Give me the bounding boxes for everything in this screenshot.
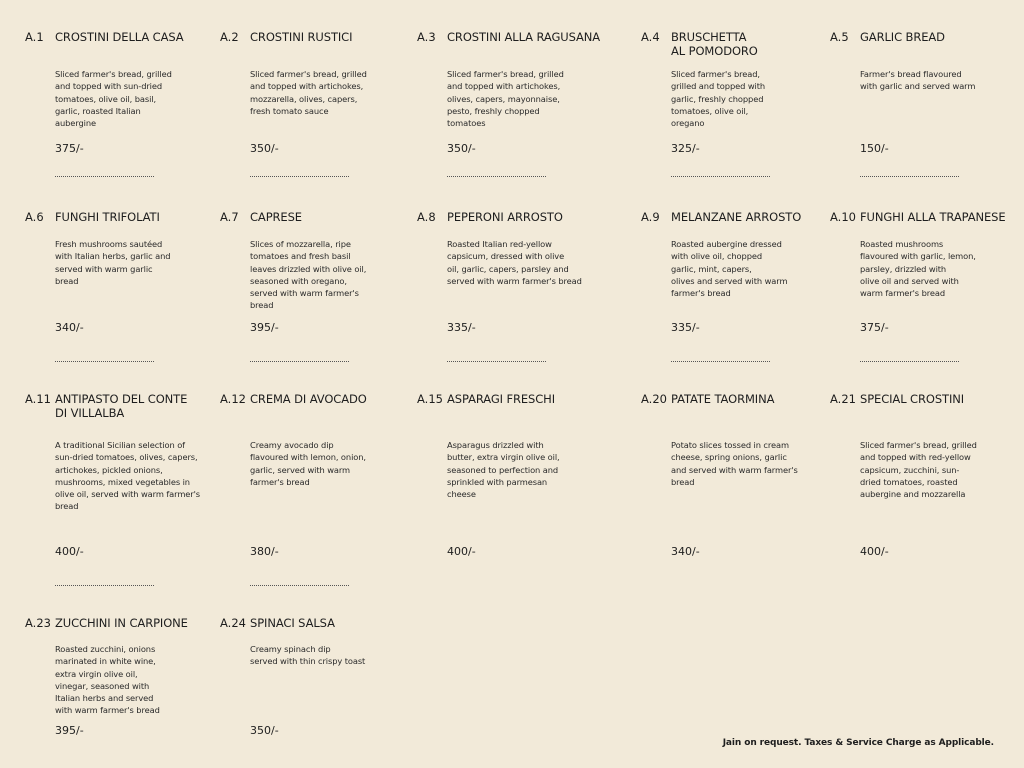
item-description: Farmer's bread flavoured with garlic and served warm [860, 69, 976, 92]
item-code: A.8 [417, 210, 436, 224]
item-price: 400/- [55, 545, 84, 558]
item-price: 340/- [671, 545, 700, 558]
item-name: CROSTINI ALLA RAGUSANA [447, 30, 601, 44]
menu-item-a23 [25, 616, 205, 746]
menu-item-a11 [25, 392, 205, 592]
menu-item-a2 [220, 30, 410, 190]
item-name: BRUSCHETTA AL POMODORO [671, 30, 758, 58]
item-code: A.12 [220, 392, 246, 406]
menu-item-a9 [641, 210, 821, 370]
dotted-separator [55, 361, 154, 362]
menu-item-a12 [220, 392, 410, 592]
item-name: ANTIPASTO DEL CONTE DI VILLALBA [55, 392, 188, 420]
dotted-separator [447, 176, 546, 177]
item-description: Slices of mozzarella, ripe tomatoes and fresh basil leaves drizzled with olive oil, seasoned with oregano, served with warm farmer's bread [250, 239, 367, 311]
dotted-separator [860, 361, 959, 362]
item-code: A.7 [220, 210, 239, 224]
item-description: Roasted zucchini, onions marinated in white wine, extra virgin olive oil, vinegar, seasoned with Italian herbs and served with warm farmer's bread [55, 644, 160, 716]
dotted-separator [860, 176, 959, 177]
item-price: 395/- [55, 724, 84, 737]
item-description: Sliced farmer's bread, grilled and topped with red-yellow capsicum, zucchini, sun- dried tomatoes, roasted aubergine and mozzarella [860, 440, 977, 500]
item-description: Sliced farmer's bread, grilled and topped with garlic, freshly chopped tomatoes, olive oil, oregano [671, 69, 766, 129]
menu-item-a10 [830, 210, 1015, 370]
menu-item-a3 [417, 30, 632, 190]
item-name: ASPARAGI FRESCHI [447, 392, 556, 406]
item-description: Roasted aubergine dressed with olive oil, chopped garlic, mint, capers, olives and served with warm farmer's bread [671, 239, 788, 299]
item-price: 375/- [55, 142, 84, 155]
item-price: 150/- [860, 142, 889, 155]
item-code: A.3 [417, 30, 436, 44]
item-description: Potato slices tossed in cream cheese, spring onions, garlic and served with warm farmer's bread [671, 440, 798, 487]
dotted-separator [671, 176, 770, 177]
item-name: PEPERONI ARROSTO [447, 210, 563, 224]
item-price: 335/- [447, 321, 476, 334]
item-name: CROSTINI RUSTICI [250, 30, 353, 44]
item-code: A.20 [641, 392, 667, 406]
dotted-separator [447, 361, 546, 362]
footer-note: Jain on request. Taxes & Service Charge as Applicable. [722, 738, 994, 748]
dotted-separator [250, 361, 349, 362]
item-code: A.24 [220, 616, 246, 630]
item-code: A.15 [417, 392, 443, 406]
item-name: CREMA DI AVOCADO [250, 392, 367, 406]
menu-item-a5 [830, 30, 1015, 190]
item-description: Roasted mushrooms flavoured with garlic, lemon, parsley, drizzled with olive oil and served with warm farmer's bread [860, 239, 976, 299]
item-name: ZUCCHINI IN CARPIONE [55, 616, 188, 630]
item-price: 350/- [447, 142, 476, 155]
item-name: MELANZANE ARROSTO [671, 210, 802, 224]
item-price: 400/- [447, 545, 476, 558]
item-name: SPECIAL CROSTINI [860, 392, 965, 406]
dotted-separator [671, 361, 770, 362]
item-name: CROSTINI DELLA CASA [55, 30, 184, 44]
item-price: 395/- [250, 321, 279, 334]
item-name: FUNGHI ALLA TRAPANESE [860, 210, 1006, 224]
item-description: Creamy spinach dip served with thin crispy toast [250, 644, 366, 667]
item-price: 380/- [250, 545, 279, 558]
item-code: A.21 [830, 392, 856, 406]
menu-item-a21 [830, 392, 1015, 592]
item-price: 350/- [250, 724, 279, 737]
menu-item-a24 [220, 616, 410, 746]
item-price: 335/- [671, 321, 700, 334]
item-name: CAPRESE [250, 210, 302, 224]
menu-item-a7 [220, 210, 410, 370]
dotted-separator [250, 585, 349, 586]
item-description: Sliced farmer's bread, grilled and topped with artichokes, olives, capers, mayonnaise, pesto, freshly chopped tomatoes [447, 69, 564, 129]
item-description: A traditional Sicilian selection of sun-dried tomatoes, olives, capers, artichokes, pickled onions, mushrooms, mixed vegetables in olive oil, served with warm farmer's bread [55, 440, 201, 512]
item-description: Creamy avocado dip flavoured with lemon, onion, garlic, served with warm farmer's bread [250, 440, 366, 487]
item-code: A.6 [25, 210, 44, 224]
dotted-separator [250, 176, 349, 177]
menu-item-a15 [417, 392, 632, 592]
item-description: Fresh mushrooms sautéed with Italian herbs, garlic and served with warm garlic bread [55, 239, 171, 286]
item-price: 400/- [860, 545, 889, 558]
item-price: 375/- [860, 321, 889, 334]
item-code: A.23 [25, 616, 51, 630]
item-description: Sliced farmer's bread, grilled and topped with artichokes, mozzarella, olives, capers, fresh tomato sauce [250, 69, 367, 116]
item-name: SPINACI SALSA [250, 616, 335, 630]
item-price: 350/- [250, 142, 279, 155]
item-code: A.5 [830, 30, 849, 44]
item-code: A.9 [641, 210, 660, 224]
item-description: Asparagus drizzled with butter, extra virgin olive oil, seasoned to perfection and sprinkled with parmesan cheese [447, 440, 560, 500]
menu-item-a4 [641, 30, 821, 190]
dotted-separator [55, 176, 154, 177]
menu-item-a20 [641, 392, 821, 592]
menu-item-a6 [25, 210, 205, 370]
item-price: 325/- [671, 142, 700, 155]
menu-item-a1 [25, 30, 205, 190]
item-description: Sliced farmer's bread, grilled and topped with sun-dried tomatoes, olive oil, basil, garlic, roasted Italian aubergine [55, 69, 172, 129]
item-name: FUNGHI TRIFOLATI [55, 210, 160, 224]
item-price: 340/- [55, 321, 84, 334]
item-name: PATATE TAORMINA [671, 392, 775, 406]
item-description: Roasted Italian red-yellow capsicum, dressed with olive oil, garlic, capers, parsley and served with warm farmer's bread [447, 239, 582, 286]
item-code: A.11 [25, 392, 51, 406]
item-code: A.4 [641, 30, 660, 44]
item-code: A.10 [830, 210, 856, 224]
item-code: A.2 [220, 30, 239, 44]
menu-item-a8 [417, 210, 632, 370]
item-name: GARLIC BREAD [860, 30, 945, 44]
item-code: A.1 [25, 30, 44, 44]
dotted-separator [55, 585, 154, 586]
